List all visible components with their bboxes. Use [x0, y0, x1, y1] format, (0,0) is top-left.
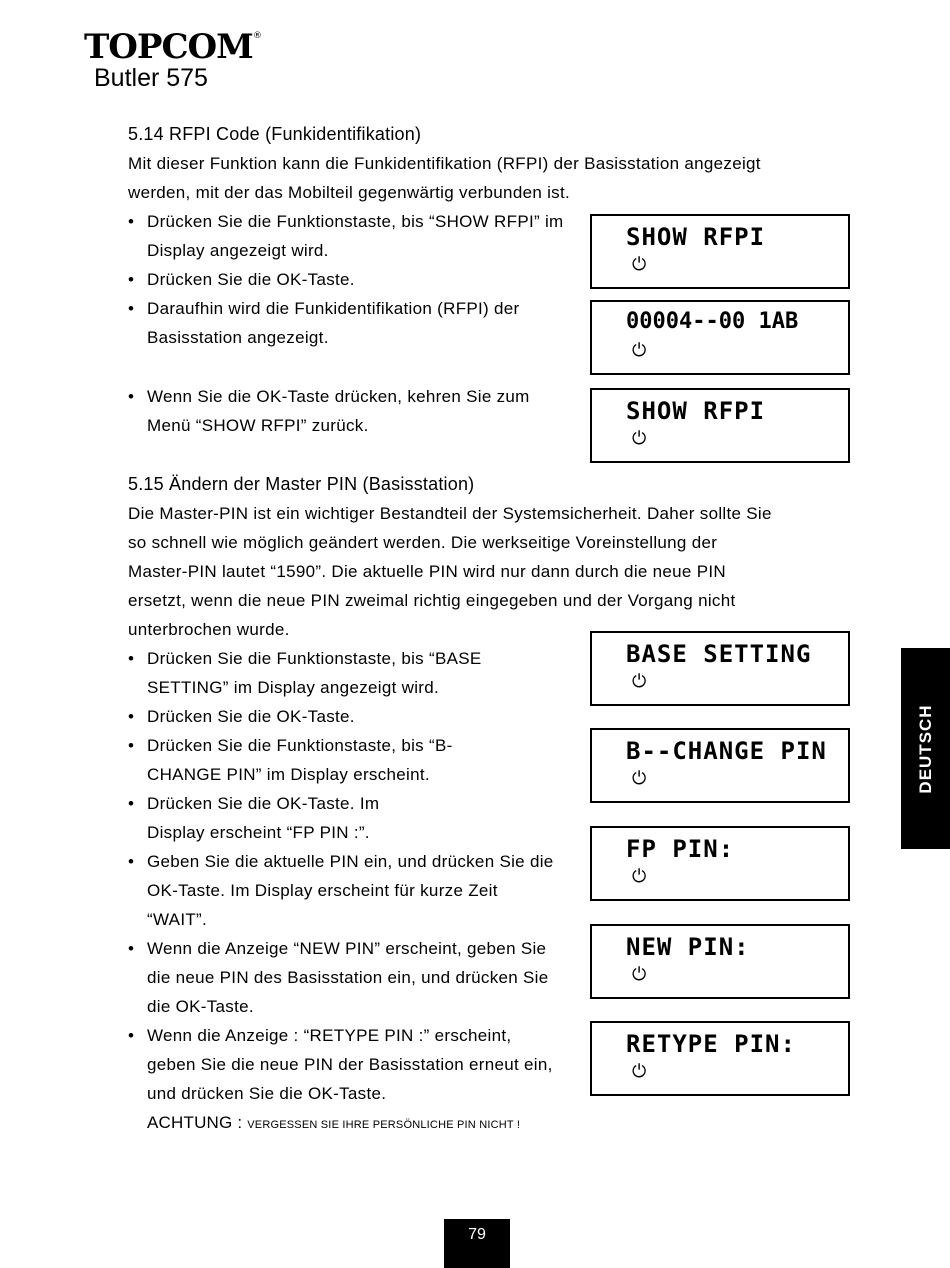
- lcd-display: [590, 631, 850, 706]
- ok-key-icon: ⏻: [632, 428, 647, 449]
- lcd-text: NEW PIN:: [626, 933, 750, 961]
- warning-note: [147, 1108, 520, 1140]
- list-item: • Geben Sie die aktuelle PIN ein, und drücken Sie die OK-Taste. Im Display erscheint für kurze Zeit “WAIT”.: [128, 852, 554, 929]
- lcd-display: [590, 924, 850, 999]
- language-tab: [901, 648, 950, 849]
- lcd-display: [590, 1021, 850, 1096]
- list-item: • Wenn die Anzeige : “RETYPE PIN :” erscheint, geben Sie die neue PIN der Basisstation erneut ein, und drücken Sie die OK-Taste.: [128, 1026, 553, 1103]
- intro-line: Master-PIN lautet “1590”. Die aktuelle PIN wird nur dann durch die neue PIN: [128, 562, 726, 581]
- intro-line: ersetzt, wenn die neue PIN zweimal richtig eingegeben und der Vorgang nicht: [128, 591, 736, 610]
- list-item: • Drücken Sie die Funktionstaste, bis “BASE SETTING” im Display angezeigt wird.: [128, 649, 482, 697]
- lcd-text: B--CHANGE PIN: [626, 737, 827, 765]
- ok-key-icon: ⏻: [632, 1061, 647, 1082]
- warning-text: VERGESSEN SIE IHRE PERSÖNLICHE PIN NICHT !: [247, 1119, 521, 1131]
- list-item: • Drücken Sie die OK-Taste. Im Display erscheint “FP PIN :”.: [128, 794, 380, 842]
- list-item: • Wenn Sie die OK-Taste drücken, kehren Sie zum Menü “SHOW RFPI” zurück.: [128, 387, 530, 435]
- lcd-display: [590, 826, 850, 901]
- lcd-text: RETYPE PIN:: [626, 1030, 796, 1058]
- lcd-text: BASE SETTING: [626, 640, 812, 668]
- list-item: • Drücken Sie die Funktionstaste, bis “B-CHANGE PIN” im Display erscheint.: [128, 736, 453, 784]
- list-item: • Drücken Sie die OK-Taste.: [128, 707, 355, 726]
- intro-line: Mit dieser Funktion kann die Funkidentifikation (RFPI) der Basisstation angezeigt: [128, 154, 761, 173]
- ok-key-icon: ⏻: [632, 671, 647, 692]
- ok-key-icon: ⏻: [632, 866, 647, 887]
- intro-line: Die Master-PIN ist ein wichtiger Bestandteil der Systemsicherheit. Daher sollte Sie: [128, 504, 772, 523]
- list-item: • Drücken Sie die OK-Taste.: [128, 270, 355, 289]
- lcd-text: SHOW RFPI: [626, 223, 766, 251]
- intro-line: so schnell wie möglich geändert werden. Die werkseitige Voreinstellung der: [128, 533, 718, 552]
- intro-line: werden, mit der das Mobilteil gegenwärtig verbunden ist.: [128, 183, 571, 202]
- lcd-text: FP PIN:: [626, 835, 735, 863]
- lcd-display: [590, 728, 850, 803]
- ok-key-icon: ⏻: [632, 768, 647, 789]
- model-name: Butler 575: [94, 64, 208, 92]
- lcd-text: SHOW RFPI: [626, 397, 766, 425]
- ok-key-icon: ⏻: [632, 254, 647, 275]
- registered-mark: ®: [252, 31, 261, 41]
- lcd-text: 00004--00 1AB: [626, 309, 799, 334]
- section-heading-5-14: 5.14 RFPI Code (Funkidentifikation): [128, 124, 422, 144]
- lcd-display: [590, 388, 850, 463]
- brand-logo: [84, 27, 261, 67]
- intro-line: unterbrochen wurde.: [128, 620, 290, 639]
- language-tab-label: DEUTSCH: [915, 703, 935, 794]
- page-number: 79: [444, 1219, 510, 1268]
- lcd-display: [590, 214, 850, 289]
- brand-name: TOPCOM: [84, 27, 253, 67]
- warning-label: ACHTUNG :: [147, 1113, 243, 1132]
- list-item: • Drücken Sie die Funktionstaste, bis “SHOW RFPI” im Display angezeigt wird.: [128, 212, 564, 260]
- list-item: • Wenn die Anzeige “NEW PIN” erscheint, geben Sie die neue PIN des Basisstation ein, und drücken Sie die OK-Taste.: [128, 939, 549, 1016]
- lcd-display: [590, 300, 850, 375]
- ok-key-icon: ⏻: [632, 340, 647, 361]
- section-heading-5-15: 5.15 Ändern der Master PIN (Basisstation): [128, 474, 475, 494]
- ok-key-icon: ⏻: [632, 964, 647, 985]
- list-item: • Daraufhin wird die Funkidentifikation (RFPI) der Basisstation angezeigt.: [128, 299, 520, 347]
